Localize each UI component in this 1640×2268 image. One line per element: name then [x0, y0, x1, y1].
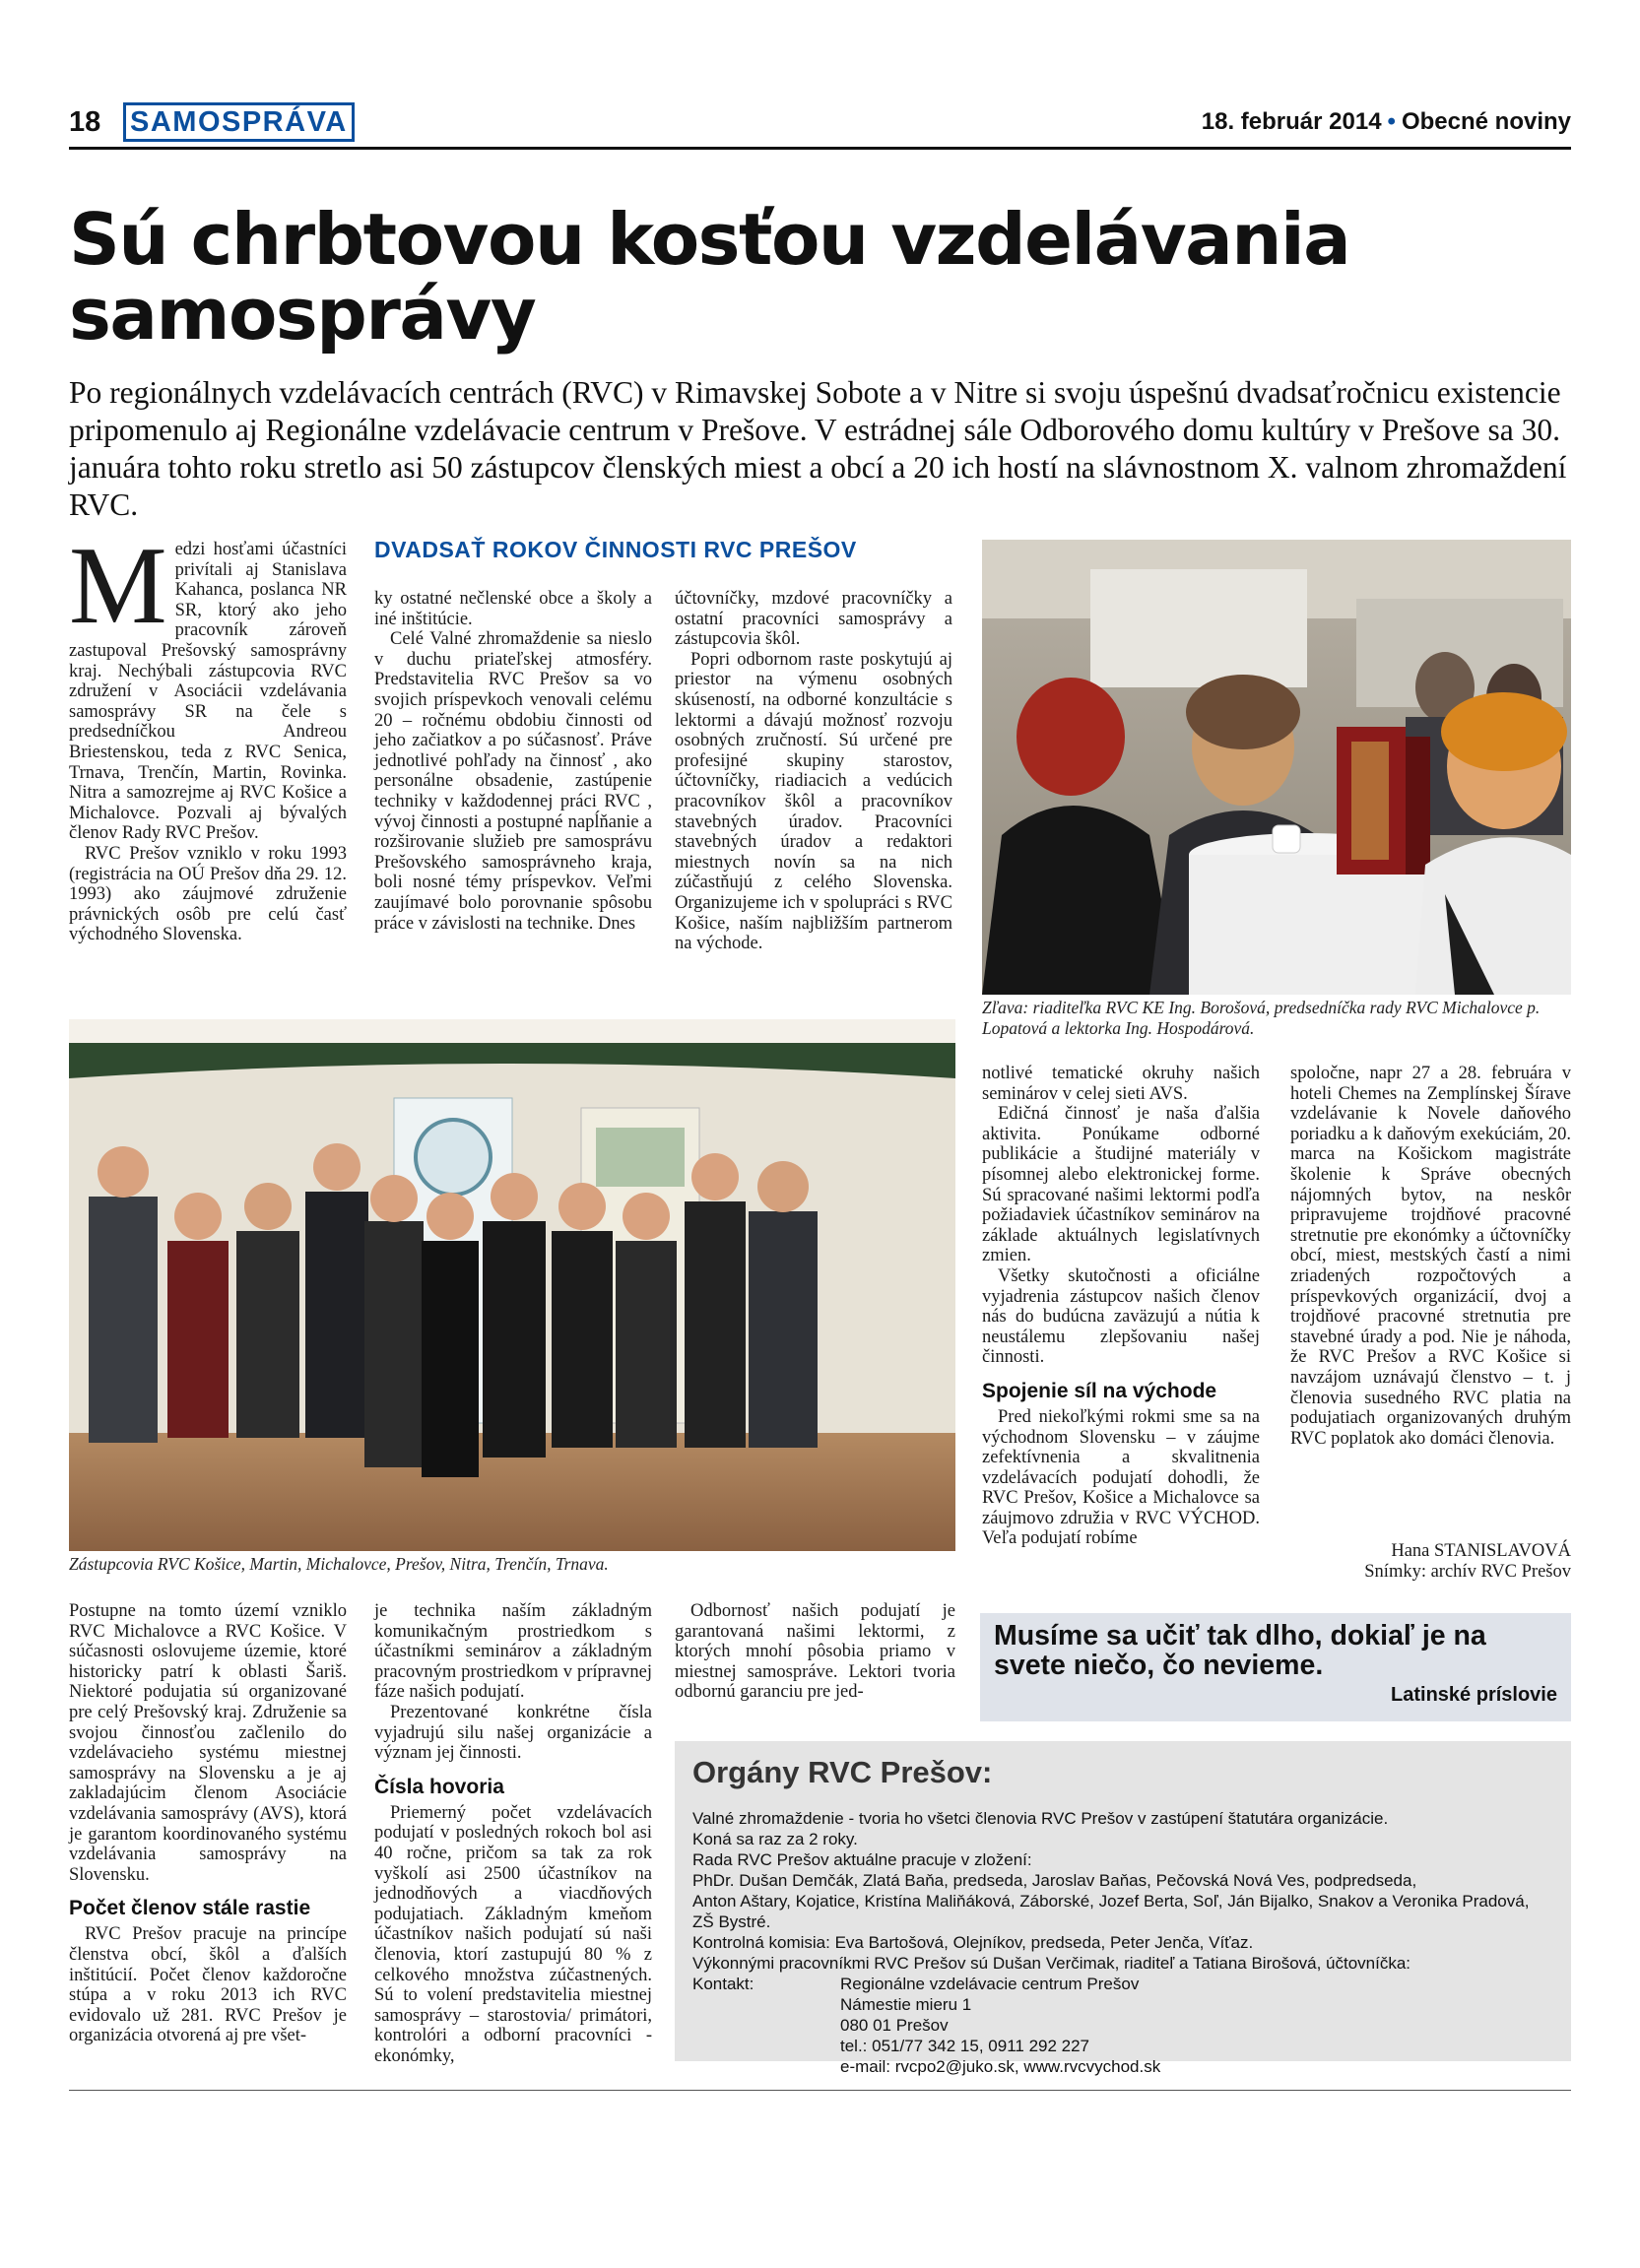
- col2-para: Celé Valné zhromaždenie sa nieslo v duchu priateľskej atmosféry. Predstavitelia RVC Prešov sa vo svojich príspevkoch venovali celému 20 – ročnému obdobiu činnosti od jeho začiatkov a po súčasnosť. Práve jednotlivé pohľady na činnosť , ako personálne obsadenie, zastúpenie techniky v každodennej práci RVC , vývoj činnosti a postupné napĺňanie a rozširovanie služieb pre samosprávu Prešovského samosprávneho kraja, boli nosné témy príspevkov. Veľmi zaujímavé bolo porovnanie spôsobu práce v závislosti na technike. Dnes: [374, 629, 652, 934]
- col6-para: RVC Prešov pracuje na princípe členstva obcí, škôl a ďalších inštitúcií. Počet členov každoročne stúpa a v roku 2013 ich RVC evidovalo už 281. RVC Prešov je organizácia otvorená aj pre všet-: [69, 1924, 347, 2046]
- col8-para: Odbornosť našich podujatí je garantovaná našimi lektormi, z ktorých mnohí pôsobia priamo v miestnej samospráve. Lektori tvoria odbornú garanciu pre jed-: [675, 1601, 955, 1703]
- contact-city: 080 01 Prešov: [840, 2016, 949, 2035]
- quote-text: Musíme sa učiť tak dlho, dokiaľ je na svete niečo, čo nevieme.: [994, 1620, 1486, 1681]
- section-box-title: DVADSAŤ ROKOV ČINNOSTI RVC PREŠOV: [374, 537, 857, 562]
- column-6: [69, 1601, 347, 2046]
- photo-conversation-caption: Zľava: riaditeľka RVC KE Ing. Borošová, predsedníčka rady RVC Michalovce p. Lopatová a lektorka Ing. Hospodárová.: [982, 998, 1541, 1038]
- col6-para: Postupne na tomto území vzniklo RVC Michalovce a RVC Košice. V súčasnosti oslovujeme územie, ktoré historicky patrí k oblasti Šariš. Niektoré podujatia sú organizované pre celý Prešovský kraj. Združenie sa svojou činnosťou začlenilo do vzdelávacieho systému miestnej samosprávy na Slovensku a je aj zakladajúcim členom Asociácie vzdelávania samosprávy (AVS), ktorá je garantom koordinovaného systému vzdelávania samosprávy na Slovensku.: [69, 1601, 347, 1885]
- col4-para: Všetky skutočnosti a oficiálne vyjadrenia zástupcov našich členov nás do budúcna zaväzujú a nútia k neustálemu zlepšovaniu našej činnosti.: [982, 1265, 1260, 1368]
- subheading-pocet: Počet členov stále rastie: [69, 1897, 311, 1920]
- photo-conversation-image: [982, 540, 1571, 995]
- author: Hana STANISLAVOVÁ: [1391, 1541, 1571, 1561]
- col4-para: Edičná činnosť je naša ďalšia aktivita. Ponúkame odborné publikácie a študijné materiály v písomnej alebo elektronickej forme. Sú spracované našimi lektormi podľa požiadaviek účastníkov seminárov na základe aktuálnych legislatívnych zmien.: [982, 1104, 1260, 1266]
- header-rule: [69, 147, 1571, 150]
- col2-para: ky ostatné nečlenské obce a školy a iné inštitúcie.: [374, 589, 652, 629]
- organs-line: Kontrolná komisia: Eva Bartošová, Olejníkov, predseda, Peter Jenča, Víťaz.: [692, 1933, 1254, 1952]
- organs-line: Rada RVC Prešov aktuálne pracuje v zložení:: [692, 1850, 1032, 1869]
- issue-separator: •: [1387, 108, 1396, 135]
- photo-group: [69, 1019, 955, 1551]
- col1-para: Medzi hosťami účastníci privítali aj Stanislava Kahanca, poslanca NR SR, ktorý ako jeho pracovník zároveň zastupoval Prešovský samosprávny kraj. Nechýbali zástupcovia RVC združení v Asociácii vzdelávania samosprávy SR na čele s predsedníčkou Andreou Briestenskou, teda z RVC Senica, Trnava, Trenčín, Martin, Rovinka. Nitra a samozrejme aj RVC Košice a Michalovce. Pozvali aj bývalých členov Rady RVC Prešov.: [69, 525, 347, 844]
- column-1: [69, 525, 347, 945]
- photo-group-caption: Zástupcovia RVC Košice, Martin, Michalovce, Prešov, Nitra, Trenčín, Trnava.: [69, 1554, 609, 1574]
- section-tag: SAMOSPRÁVA: [123, 102, 355, 142]
- photo-group-image: [69, 1019, 955, 1551]
- organs-line: Koná sa raz za 2 roky.: [692, 1830, 858, 1848]
- contact-details: [840, 1974, 1160, 2077]
- contact-phone: tel.: 051/77 342 15, 0911 292 227: [840, 2037, 1090, 2055]
- quote-source: Latinské príslovie: [1391, 1684, 1557, 1706]
- quote-box: [980, 1613, 1571, 1721]
- article-headline: Sú chrbtovou kosťou vzdelávania samosprávy: [69, 198, 1350, 356]
- bottom-rule: [69, 2090, 1571, 2091]
- column-7: [374, 1601, 652, 2066]
- organs-contact: [692, 1974, 1553, 2077]
- column-5: [1290, 1064, 1571, 1449]
- organs-box: [675, 1741, 1571, 2076]
- issue-info: [1202, 108, 1571, 136]
- col1-para: RVC Prešov vzniklo v roku 1993 (registrácia na OÚ Prešov dňa 29. 12. 1993) ako záujmové združenie právnických osôb pre celú časť východného Slovenska.: [69, 843, 347, 945]
- col4-para: Pred niekoľkými rokmi sme sa na východnom Slovensku – v záujme zefektívnenia a skvalitnenia vzdelávacích podujatí dohodli, že RVC Prešov, Košice a Michalovce sa záujmovo združia v RVC VÝCHOD. Veľa podujatí robíme: [982, 1406, 1260, 1549]
- col3-para: Popri odbornom raste poskytujú aj priestor na výmenu osobných skúseností, na odborné konzultácie s lektormi a dávajú možnosť rozvoju osobných zručností. Sú určené pre profesijné skupiny starostov, účtovníčky, riadiacich a vedúcich pracovníkov škôl a pracovníkov stavebných úradov. Pracovníci stavebných úradov a redaktori miestnych novín sa na nich zúčastňujú z celého Slovenska. Organizujeme ich v spolupráci s RVC Košice, naším najbližším partnerom na východe.: [675, 649, 952, 954]
- publication-name: Obecné noviny: [1401, 108, 1571, 135]
- col4-para: notlivé tematické okruhy našich seminárov v celej sieti AVS.: [982, 1064, 1260, 1104]
- col7-para: Prezentované konkrétne čísla vyjadrujú silu našej organizácie a význam jej činnosti.: [374, 1702, 652, 1764]
- subheading-cisla: Čísla hovoria: [374, 1775, 504, 1798]
- signature: [1251, 1541, 1571, 1583]
- col7-para: Priemerný počet vzdelávacích podujatí v posledných rokoch bol asi 40 ročne, pričom sa tak za rok vyškolí asi 2500 účastníkov na jednodňových a viacdňových podujatiach. Základným kmeňom účastníkov našich podujatí sú naši členovia, ktorí zastupujú 80 % z celkového množstva zúčastnených. Sú to volení predstavitelia miestnej samosprávy – starostovia/ primátori, kontrolóri a odborní pracovníci - ekonómky,: [374, 1802, 652, 2066]
- subheading-spojenie: Spojenie síl na východe: [982, 1379, 1217, 1402]
- contact-label: Kontakt:: [692, 1975, 754, 1993]
- photo-conversation: [982, 540, 1571, 995]
- col3-para: účtovníčky, mzdové pracovníčky a ostatní pracovníci samosprávy a zástupcovia škôl.: [675, 589, 952, 650]
- column-2: [374, 589, 652, 934]
- group-people: [89, 1143, 818, 1477]
- organs-line: Valné zhromaždenie - tvoria ho všetci členovia RVC Prešov v zastúpení štatutára organizácie.: [692, 1809, 1389, 1828]
- organs-line: PhDr. Dušan Demčák, Zlatá Baňa, predseda, Jaroslav Baňas, Pečovská Nová Ves, podpredseda,: [692, 1871, 1417, 1890]
- dropcap: M: [69, 525, 167, 647]
- contact-org: Regionálne vzdelávacie centrum Prešov: [840, 1975, 1140, 1993]
- col5-para: spoločne, napr 27 a 28. februára v hoteli Chemes na Zemplínskej Šírave vzdelávanie k Novele daňového poriadku a k daňovým exekúciám, 20. marca na Košickom magistráte školenie k Správe obecných nájomných bytov, na neskôr pripravujeme trojdňové pracovné stretnutie pre ekonómky a účtovníčky obcí, miest, mestských častí a nimi zriadených rozpočtových a príspevkových organizácií, dvoj a trojdňové pracovné stretnutia pre stavebné úrady a pod. Nie je náhoda, že RVC Prešov a RVC Košice si navzájom uznávajú členstvo – t. j členovia susedného RVC platia na podujatiach organizovaných druhým RVC poplatok ako domáci členovia.: [1290, 1064, 1571, 1449]
- contact-street: Námestie mieru 1: [840, 1995, 972, 2014]
- column-3: [675, 589, 952, 954]
- contact-email: e-mail: rvcpo2@juko.sk, www.rvcvychod.sk: [840, 2057, 1161, 2076]
- organs-line: Výkonnými pracovníkmi RVC Prešov sú Dušan Verčimak, riaditeľ a Tatiana Birošová, účtovníčka:: [692, 1954, 1411, 1973]
- photo-credit: Snímky: archív RVC Prešov: [1364, 1562, 1571, 1582]
- column-4: [982, 1064, 1260, 1549]
- article-lead: Po regionálnych vzdelávacích centrách (RVC) v Rimavskej Sobote a v Nitre si svoju úspešnú dvadsaťročnicu existencie pripomenulo aj Regionálne vzdelávacie centrum v Prešove. V estrádnej sále Odborového domu kultúry v Prešove sa 30. januára tohto roku stretlo asi 50 zástupcov členských miest a obcí a 20 ich hostí na slávnostnom X. valnom zhromaždení RVC.: [69, 375, 1567, 522]
- column-8: [675, 1601, 955, 1703]
- col7-para: je technika naším základným komunikačným prostriedkom s účastníkmi seminárov a základným pracovným prostriedkom v prípravnej fáze našich podujatí.: [374, 1601, 652, 1703]
- organs-title: Orgány RVC Prešov:: [692, 1755, 993, 1789]
- organs-line: Anton Aštary, Kojatice, Kristína Maliňáková, Záborské, Jozef Berta, Soľ, Ján Bijalko, Snakov a Veronika Pradová, ZŠ Bystré.: [692, 1892, 1530, 1931]
- page-number: 18: [69, 106, 101, 138]
- issue-date: 18. február 2014: [1201, 108, 1382, 135]
